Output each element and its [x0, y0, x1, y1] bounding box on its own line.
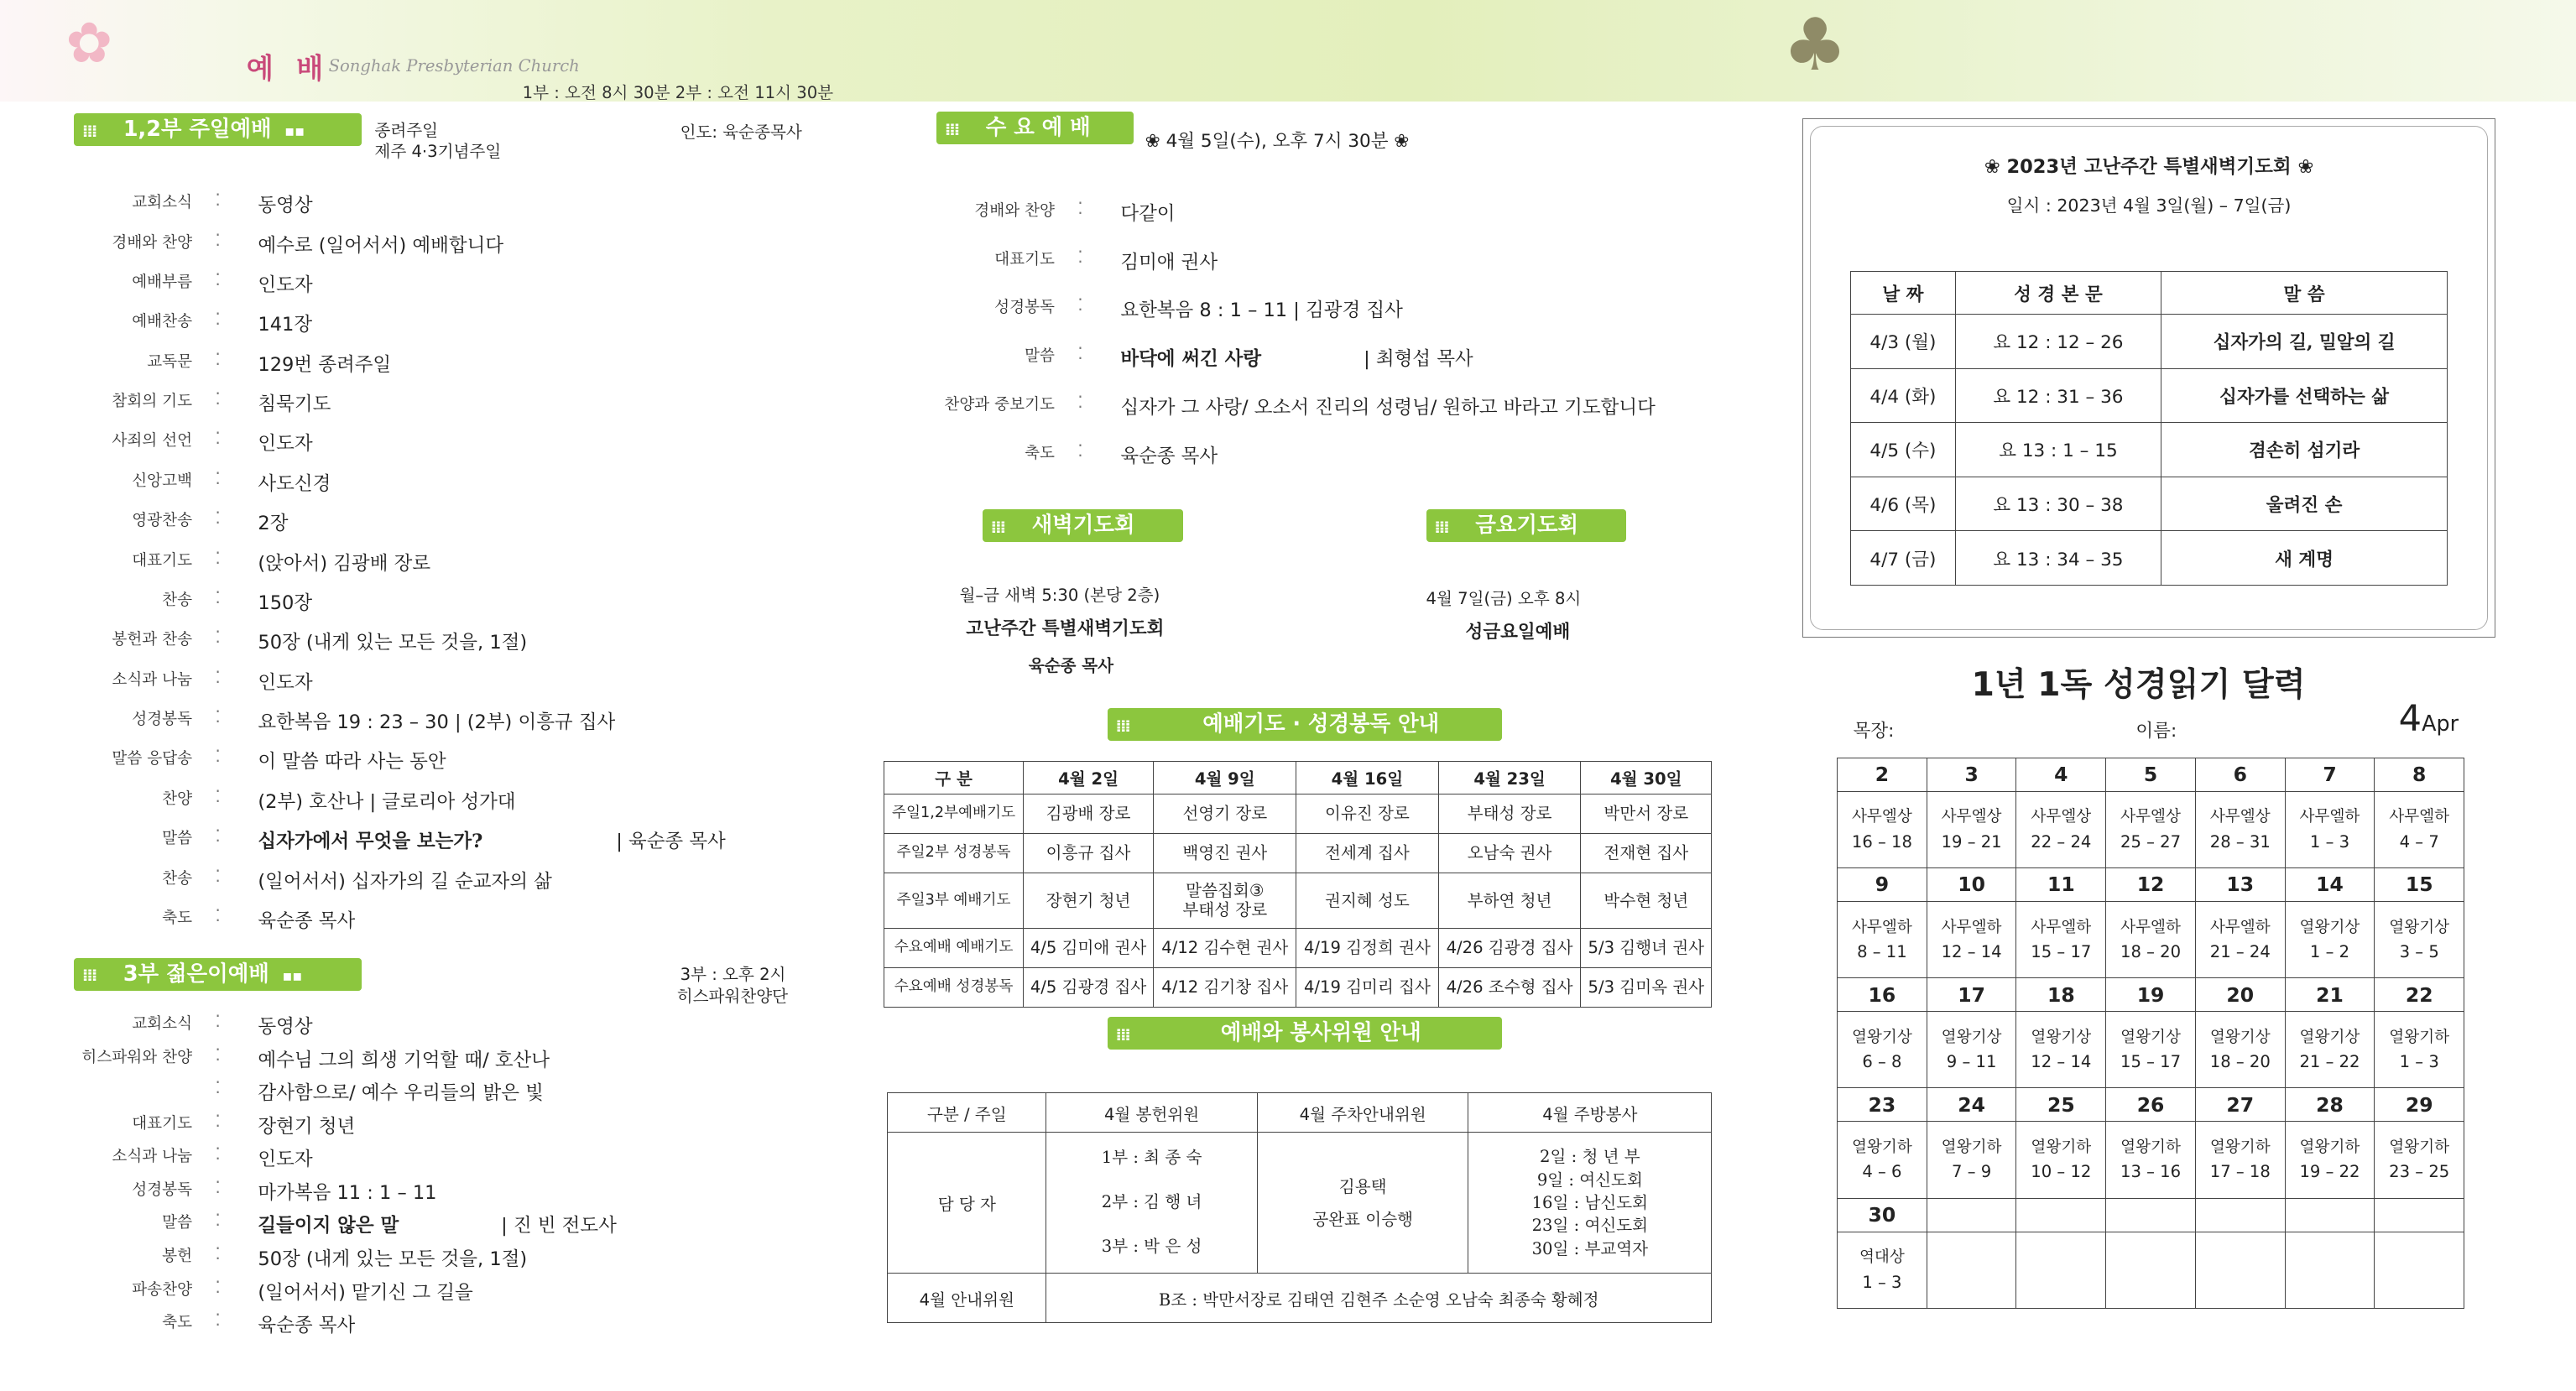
- order-value: 50장 (내게 있는 모든 것을, 1절): [258, 1248, 528, 1270]
- calendar-reading: 사무엘하 4 – 7: [2375, 791, 2464, 867]
- calendar-reading: 사무엘상 25 – 27: [2106, 791, 2196, 867]
- calendar-reading: 열왕기하 7 – 9: [1927, 1122, 2016, 1198]
- order-value: 2장: [258, 513, 289, 535]
- church-name: Songhak Presbyterian Church: [328, 55, 580, 76]
- order-value: (앉아서) 김광배 장로: [258, 552, 431, 575]
- prayer-cell: 수요예배 예배기도: [884, 929, 1023, 968]
- calendar-reading: 열왕기하 23 – 25: [2375, 1122, 2464, 1198]
- holy-week-cell: 요 12 : 31 – 36: [1956, 368, 2161, 423]
- calendar-reading: 열왕기하 1 – 3: [2375, 1012, 2464, 1088]
- tree-icon: ♣: [1782, 3, 1848, 87]
- calendar-day: 25: [2016, 1088, 2106, 1122]
- holy-week-header-cell: 성 경 본 문: [1956, 272, 2161, 315]
- prayer-cell: 4/12 김기창 집사: [1154, 968, 1296, 1008]
- prayer-cell: 주일1,2부예배기도: [884, 794, 1023, 833]
- wednesday-order-list: [936, 199, 1758, 478]
- holy-week-cell: 요 13 : 1 – 15: [1956, 423, 2161, 477]
- dots-icon: ⁞⁞⁞: [944, 120, 959, 140]
- separator-dots: ⁚: [215, 310, 221, 330]
- separator-dots: ⁚: [1077, 198, 1083, 218]
- friday-line-1: 4월 7일(금) 오후 8시: [1426, 589, 1582, 609]
- volunteer-header: 4월 주방봉사: [1468, 1093, 1712, 1133]
- section-heading-friday: ⁞⁞⁞ 금요기도회: [1426, 509, 1627, 542]
- calendar-reading: 사무엘하 18 – 20: [2106, 902, 2196, 978]
- order-label: 말씀: [162, 830, 193, 848]
- prayer-cell: 전세계 집사: [1296, 833, 1439, 873]
- holy-week-header-cell: 말 씀: [2161, 272, 2448, 315]
- order-value: 요한복음 19 : 23 – 30 | (2부) 이흥규 집사: [258, 711, 616, 734]
- calendar-reading: 열왕기상 21 – 22: [2285, 1012, 2375, 1088]
- prayer-cell: 4/12 김수현 권사: [1154, 929, 1296, 968]
- order-label: 찬송: [162, 869, 193, 888]
- youth-choir: 히스파워찬양단: [676, 986, 789, 1006]
- calendar-reading: [2106, 1232, 2196, 1308]
- volunteer-table: [887, 1092, 1712, 1323]
- prayer-cell: 주일2부 성경봉독: [884, 833, 1023, 873]
- prayer-cell: 4/5 김광경 집사: [1023, 968, 1154, 1008]
- calendar-day: 28: [2285, 1088, 2375, 1122]
- prayer-header-cell: 4월 2일: [1023, 761, 1154, 794]
- calendar-day: 26: [2106, 1088, 2196, 1122]
- order-label: 봉헌과 찬송: [112, 631, 193, 649]
- separator-dots: ⁚: [215, 1111, 221, 1131]
- calendar-reading: 사무엘상 16 – 18: [1838, 791, 1927, 867]
- order-label: 말씀: [162, 1214, 193, 1232]
- calendar-day: 24: [1927, 1088, 2016, 1122]
- prayer-header-cell: 구 분: [884, 761, 1023, 794]
- order-label: 예배부름: [132, 273, 193, 291]
- order-label: 말씀: [1025, 347, 1056, 366]
- separator-dots: ⁚: [215, 349, 221, 369]
- prayer-schedule-table: [884, 761, 1712, 1008]
- calendar-day: 18: [2016, 978, 2106, 1012]
- calendar-day: [2106, 1198, 2196, 1232]
- volunteer-header: 4월 봉헌위원: [1046, 1093, 1258, 1133]
- calendar-day: 27: [2195, 1088, 2285, 1122]
- prayer-cell: 이유진 장로: [1296, 794, 1439, 833]
- holy-week-cell: 4/5 (수): [1850, 423, 1955, 477]
- calendar-day: [2195, 1198, 2285, 1232]
- order-value: 침묵기도: [258, 393, 331, 416]
- dots-icon: ⁞⁞⁞: [1115, 716, 1129, 736]
- calendar-day: 23: [1838, 1088, 1927, 1122]
- calendar-reading: [2285, 1232, 2375, 1308]
- calendar-reading: 사무엘상 28 – 31: [2195, 791, 2285, 867]
- prayer-cell: 부하연 청년: [1438, 873, 1581, 929]
- order-label: 히스파워와 찬양: [81, 1048, 193, 1066]
- order-label: 말씀 응답송: [112, 750, 193, 768]
- calendar-reading: 열왕기하 13 – 16: [2106, 1122, 2196, 1198]
- order-value: 다같이: [1120, 202, 1176, 225]
- guide-value: B조 : 박만서장로 김태연 김현주 소순영 오남숙 최종숙 황혜정: [1046, 1274, 1712, 1323]
- calendar-day: 6: [2195, 758, 2285, 791]
- calendar-reading: 열왕기하 4 – 6: [1838, 1122, 1927, 1198]
- order-label: 영광찬송: [132, 512, 193, 530]
- prayer-cell: 백영진 권사: [1154, 833, 1296, 873]
- calendar-reading: [2375, 1232, 2464, 1308]
- separator-dots: ⁚: [215, 906, 221, 926]
- order-label: 경배와 찬양: [112, 233, 193, 252]
- dots-icon: ⁞⁞⁞: [81, 966, 96, 986]
- calendar-reading: [2016, 1232, 2106, 1308]
- calendar-day: [1927, 1198, 2016, 1232]
- prayer-cell: 권지혜 성도: [1296, 873, 1439, 929]
- separator-dots: ⁚: [215, 548, 221, 568]
- order-label: 축도: [162, 909, 193, 928]
- separator-dots: ⁚: [1077, 344, 1083, 364]
- calendar-day: 8: [2375, 758, 2464, 791]
- calendar-reading: 열왕기하 10 – 12: [2016, 1122, 2106, 1198]
- calendar-day: 3: [1927, 758, 2016, 791]
- order-label: 참회의 기도: [112, 393, 193, 411]
- order-value: 이 말씀 따라 사는 동안: [258, 751, 446, 774]
- separator-dots: ⁚: [215, 508, 221, 529]
- holy-week-cell: 새 계명: [2161, 531, 2448, 586]
- holy-week-cell: 울려진 손: [2161, 477, 2448, 531]
- holy-week-cell: 요 13 : 34 – 35: [1956, 531, 2161, 586]
- order-value: 사도신경: [258, 472, 331, 495]
- service-times: 1부 : 오전 8시 30분 2부 : 오전 11시 30분: [522, 82, 834, 102]
- separator-dots: ⁚: [215, 866, 221, 886]
- dots-icon: ⁞⁞⁞: [81, 122, 96, 142]
- calendar-reading: 열왕기상 12 – 14: [2016, 1012, 2106, 1088]
- separator-dots: ⁚: [215, 826, 221, 847]
- separator-dots: ⁚: [215, 429, 221, 449]
- youth-order-list: [74, 1012, 830, 1341]
- calendar-reading: 사무엘하 21 – 24: [2195, 902, 2285, 978]
- order-value: 십자가 그 사랑/ 오소서 진리의 성령님/ 원하고 바라고 기도합니다: [1120, 396, 1656, 419]
- flower-icon: ✿: [65, 9, 113, 76]
- calendar-day: 9: [1838, 867, 1927, 901]
- dots-icon: ⁞⁞⁞: [1115, 1024, 1129, 1045]
- separator-dots: ⁚: [215, 1045, 221, 1065]
- calendar-day: 7: [2285, 758, 2375, 791]
- calendar-reading: 열왕기하 17 – 18: [2195, 1122, 2285, 1198]
- holy-week-cell: 4/3 (월): [1850, 314, 1955, 368]
- calendar-day: 29: [2375, 1088, 2464, 1122]
- calendar-reading: 역대상 1 – 3: [1838, 1232, 1927, 1308]
- order-label: 사죄의 선언: [112, 432, 193, 451]
- order-label: 축도: [1025, 444, 1056, 462]
- separator-dots: ⁚: [215, 1243, 221, 1263]
- order-value: 장현기 청년: [258, 1115, 356, 1138]
- separator-dots: ⁚: [1077, 247, 1083, 267]
- prayer-cell: 5/3 김미옥 권사: [1581, 968, 1712, 1008]
- prayer-cell: 4/5 김미애 권사: [1023, 929, 1154, 968]
- reading-calendar: [1837, 758, 2464, 1309]
- order-value: 예수님 그의 희생 기억할 때/ 호산나: [258, 1049, 550, 1071]
- order-label: 교회소식: [132, 194, 193, 212]
- wednesday-date: ❀ 4월 5일(수), 오후 7시 30분 ❀: [1145, 130, 1410, 152]
- calendar-reading: 열왕기상 18 – 20: [2195, 1012, 2285, 1088]
- dots-icon: ⁞⁞⁞: [1434, 517, 1448, 537]
- calendar-day: 13: [2195, 867, 2285, 901]
- holy-week-cell: 4/4 (화): [1850, 368, 1955, 423]
- order-value: 육순종 목사: [1120, 445, 1218, 467]
- kitchen-list: 2일 : 청 년 부 9일 : 여신도회 16일 : 남신도회 23일 : 여신도회 30일 : 부교역자: [1468, 1133, 1712, 1274]
- section-heading-prayer: ⁞⁞⁞ 예배기도 · 성경봉독 안내: [1108, 708, 1502, 741]
- order-value: 길들이지 않은 말: [258, 1215, 399, 1237]
- calendar-reading: [1927, 1232, 2016, 1308]
- prayer-cell: 4/26 김광경 집사: [1438, 929, 1581, 968]
- order-value: (2부) 호산나 | 글로리아 성가대: [258, 790, 516, 813]
- volunteer-header: 구분 / 주일: [888, 1093, 1046, 1133]
- separator-dots: ⁚: [215, 1310, 221, 1331]
- calendar-day: 30: [1838, 1198, 1927, 1232]
- order-label: 대표기도: [994, 250, 1056, 268]
- calendar-day: [2375, 1198, 2464, 1232]
- calendar-day: 16: [1838, 978, 1927, 1012]
- calendar-day: 20: [2195, 978, 2285, 1012]
- holy-week-dates: 일시 : 2023년 4월 3일(월) – 7일(금): [2006, 195, 2292, 216]
- calendar-reading: 열왕기하 19 – 22: [2285, 1122, 2375, 1198]
- separator-dots: ⁚: [215, 1277, 221, 1297]
- order-value: 육순종 목사: [258, 1315, 356, 1337]
- calendar-day: 22: [2375, 978, 2464, 1012]
- order-label: 성경봉독: [132, 1180, 193, 1199]
- separator-dots: ⁚: [215, 1144, 221, 1164]
- calendar-reading: 열왕기상 15 – 17: [2106, 1012, 2196, 1088]
- sunday-leader: 인도: 육순종목사: [680, 122, 802, 142]
- order-value: 50장 (내게 있는 모든 것을, 1절): [258, 632, 528, 654]
- calendar-month: 4Apr: [2398, 698, 2459, 741]
- separator-dots: ⁚: [215, 667, 221, 687]
- prayer-cell: 선영기 장로: [1154, 794, 1296, 833]
- separator-dots: ⁚: [1077, 392, 1083, 412]
- header-banner: [0, 0, 2576, 102]
- calendar-reading: 사무엘하 12 – 14: [1927, 902, 2016, 978]
- order-value: 인도자: [258, 274, 313, 296]
- separator-dots: ⁚: [215, 269, 221, 289]
- order-value: 감사함으로/ 예수 우리들의 밝은 빛: [258, 1082, 544, 1105]
- prayer-cell: 김광배 장로: [1023, 794, 1154, 833]
- sunday-order-list: [74, 190, 830, 933]
- calendar-day: 15: [2375, 867, 2464, 901]
- prayer-cell: 박수현 청년: [1581, 873, 1712, 929]
- order-value: 김미애 권사: [1120, 251, 1218, 274]
- order-value: 인도자: [258, 1149, 313, 1171]
- holy-week-title: ❀ 2023년 고난주간 특별새벽기도회 ❀: [1984, 156, 2314, 179]
- calendar-reading: 사무엘하 1 – 3: [2285, 791, 2375, 867]
- order-label: 교독문: [147, 352, 193, 371]
- calendar-reading: 사무엘상 19 – 21: [1927, 791, 2016, 867]
- holy-week-cell: 겸손히 섬기라: [2161, 423, 2448, 477]
- section-heading-sunday: ⁞⁞⁞ 1,2부 주일예배 ▪▪: [74, 113, 362, 146]
- calendar-reading: [2195, 1232, 2285, 1308]
- prayer-header-cell: 4월 9일: [1154, 761, 1296, 794]
- prayer-cell: 4/19 김정희 권사: [1296, 929, 1439, 968]
- order-value: 예수로 (일어서서) 예배합니다: [258, 234, 504, 257]
- calendar-day: 19: [2106, 978, 2196, 1012]
- separator-dots: ⁚: [215, 468, 221, 488]
- holy-week-cell: 십자가를 선택하는 삶: [2161, 368, 2448, 423]
- holy-week-cell: 4/7 (금): [1850, 531, 1955, 586]
- prayer-cell: 4/26 조수형 집사: [1438, 968, 1581, 1008]
- calendar-name-label: 이름:: [2135, 720, 2177, 742]
- order-label: 신앙고백: [132, 471, 193, 490]
- calendar-group-label: 목장:: [1853, 720, 1895, 742]
- holy-week-cell: 요 12 : 12 – 26: [1956, 314, 2161, 368]
- separator-dots: ⁚: [215, 747, 221, 767]
- offering-list: 1부 : 최 종 숙 2부 : 김 행 녀 3부 : 박 은 성: [1046, 1133, 1258, 1274]
- prayer-cell: 주일3부 예배기도: [884, 873, 1023, 929]
- calendar-day: 4: [2016, 758, 2106, 791]
- order-extra: | 진 빈 전도사: [501, 1215, 617, 1237]
- separator-dots: ⁚: [215, 786, 221, 806]
- order-value: 129번 종려주일: [258, 353, 392, 376]
- calendar-day: 10: [1927, 867, 2016, 901]
- order-value: 동영상: [258, 1016, 313, 1039]
- prayer-cell: 이흥규 집사: [1023, 833, 1154, 873]
- order-label: 교회소식: [132, 1015, 193, 1034]
- calendar-reading: 열왕기상 1 – 2: [2285, 902, 2375, 978]
- calendar-reading: 사무엘하 15 – 17: [2016, 902, 2106, 978]
- prayer-header-cell: 4월 23일: [1438, 761, 1581, 794]
- separator-dots: ⁚: [215, 230, 221, 250]
- order-value: 141장: [258, 314, 313, 336]
- order-extra: | 육순종 목사: [616, 831, 726, 853]
- separator-dots: ⁚: [215, 628, 221, 648]
- order-value: 육순종 목사: [258, 910, 356, 933]
- calendar-day: 21: [2285, 978, 2375, 1012]
- calendar-reading: 열왕기상 6 – 8: [1838, 1012, 1927, 1088]
- section-heading-dawn: ⁞⁞⁞ 새벽기도회: [983, 509, 1183, 542]
- order-value: 동영상: [258, 195, 313, 217]
- separator-dots: ⁚: [1077, 440, 1083, 461]
- calendar-reading: 사무엘상 22 – 24: [2016, 791, 2106, 867]
- order-label: 봉헌: [162, 1247, 193, 1265]
- order-label: 찬양: [162, 789, 193, 808]
- order-label: 대표기도: [132, 1114, 193, 1133]
- holy-week-cell: 십자가의 길, 밀알의 길: [2161, 314, 2448, 368]
- separator-dots: ⁚: [215, 389, 221, 409]
- order-label: 경배와 찬양: [974, 201, 1056, 220]
- calendar-day: 12: [2106, 867, 2196, 901]
- order-label: 파송찬양: [132, 1280, 193, 1299]
- calendar-day: 2: [1838, 758, 1927, 791]
- order-value: (일어서서) 맡기신 그 길을: [258, 1281, 473, 1304]
- friday-line-2: 성금요일예배: [1465, 622, 1571, 643]
- prayer-cell: 부태성 장로: [1438, 794, 1581, 833]
- separator-dots: ⁚: [215, 1177, 221, 1197]
- separator-dots: ⁚: [215, 707, 221, 727]
- prayer-header-cell: 4월 30일: [1581, 761, 1712, 794]
- separator-dots: ⁚: [215, 190, 221, 211]
- prayer-header-cell: 4월 16일: [1296, 761, 1439, 794]
- order-value: 바닥에 써긴 사랑: [1120, 348, 1262, 371]
- calendar-day: 17: [1927, 978, 2016, 1012]
- order-value: 십자가에서 무엇을 보는가?: [258, 831, 483, 853]
- youth-time: 3부 : 오후 2시: [680, 965, 786, 985]
- calendar-day: [2285, 1198, 2375, 1232]
- separator-dots: ⁚: [215, 1078, 221, 1098]
- section-heading-youth: ⁞⁞⁞ 3부 젊은이예배 ▪▪: [74, 958, 362, 991]
- parking-list: 김용택 공완표 이승행: [1257, 1133, 1468, 1274]
- dawn-line-2: 고난주간 특별새벽기도회: [966, 618, 1165, 640]
- separator-dots: ⁚: [1077, 295, 1083, 315]
- prayer-cell: 전재현 집사: [1581, 833, 1712, 873]
- order-value: (일어서서) 십자가의 길 순교자의 삶: [258, 870, 552, 893]
- order-label: 성경봉독: [994, 299, 1056, 317]
- prayer-cell: 오남숙 권사: [1438, 833, 1581, 873]
- sunday-subtitle-1: 종려주일: [374, 121, 439, 141]
- order-label: 성경봉독: [132, 711, 193, 729]
- calendar-day: 5: [2106, 758, 2196, 791]
- prayer-cell: 4/19 김미리 집사: [1296, 968, 1439, 1008]
- separator-dots: ⁚: [215, 587, 221, 607]
- volunteer-header: 4월 주차안내위원: [1257, 1093, 1468, 1133]
- calendar-day: 11: [2016, 867, 2106, 901]
- prayer-cell: 말씀집회③ 부태성 장로: [1154, 873, 1296, 929]
- dawn-line-3: 육순종 목사: [1028, 656, 1114, 676]
- order-value: 150장: [258, 591, 313, 614]
- section-heading-wednesday: ⁞⁞⁞ 수 요 예 배: [936, 112, 1134, 144]
- holy-week-header-cell: 날 짜: [1850, 272, 1955, 315]
- order-label: 소식과 나눔: [112, 670, 193, 689]
- dots-icon: ⁞⁞⁞: [990, 517, 1005, 537]
- calendar-title: 1년 1독 성경읽기 달력: [1971, 666, 2306, 705]
- prayer-cell: 장현기 청년: [1023, 873, 1154, 929]
- order-value: 인도자: [258, 433, 313, 456]
- holy-week-table: [1850, 271, 2448, 586]
- order-label: 대표기도: [132, 551, 193, 570]
- separator-dots: ⁚: [215, 1211, 221, 1231]
- order-label: 축도: [162, 1314, 193, 1332]
- prayer-cell: 박만서 장로: [1581, 794, 1712, 833]
- calendar-reading: 열왕기상 9 – 11: [1927, 1012, 2016, 1088]
- holy-week-cell: 요 13 : 30 – 38: [1956, 477, 2161, 531]
- calendar-day: 14: [2285, 867, 2375, 901]
- prayer-cell: 5/3 김행녀 권사: [1581, 929, 1712, 968]
- calendar-day: [2016, 1198, 2106, 1232]
- order-label: 예배찬송: [132, 313, 193, 331]
- order-label: 찬송: [162, 591, 193, 609]
- page-title: 예 배: [246, 51, 331, 85]
- section-heading-volunteer: ⁞⁞⁞ 예배와 봉사위원 안내: [1108, 1017, 1502, 1050]
- calendar-reading: 열왕기상 3 – 5: [2375, 902, 2464, 978]
- sunday-subtitle-2: 제주 4·3기념주일: [374, 142, 502, 162]
- order-extra: | 최형섭 목사: [1364, 348, 1473, 371]
- volunteer-row-label: 담 당 자: [888, 1133, 1046, 1274]
- order-value: 요한복음 8 : 1 – 11 | 김광경 집사: [1120, 300, 1403, 322]
- dawn-line-1: 월–금 새벽 5:30 (본당 2층): [959, 586, 1160, 606]
- order-value: 마가복음 11 : 1 – 11: [258, 1181, 437, 1204]
- prayer-cell: 수요예배 성경봉독: [884, 968, 1023, 1008]
- order-label: 찬양과 중보기도: [944, 395, 1056, 414]
- holy-week-cell: 4/6 (목): [1850, 477, 1955, 531]
- guide-label: 4월 안내위원: [888, 1274, 1046, 1323]
- separator-dots: ⁚: [215, 1012, 221, 1032]
- order-label: 소식과 나눔: [112, 1148, 193, 1166]
- calendar-reading: 사무엘하 8 – 11: [1838, 902, 1927, 978]
- order-value: 인도자: [258, 671, 313, 694]
